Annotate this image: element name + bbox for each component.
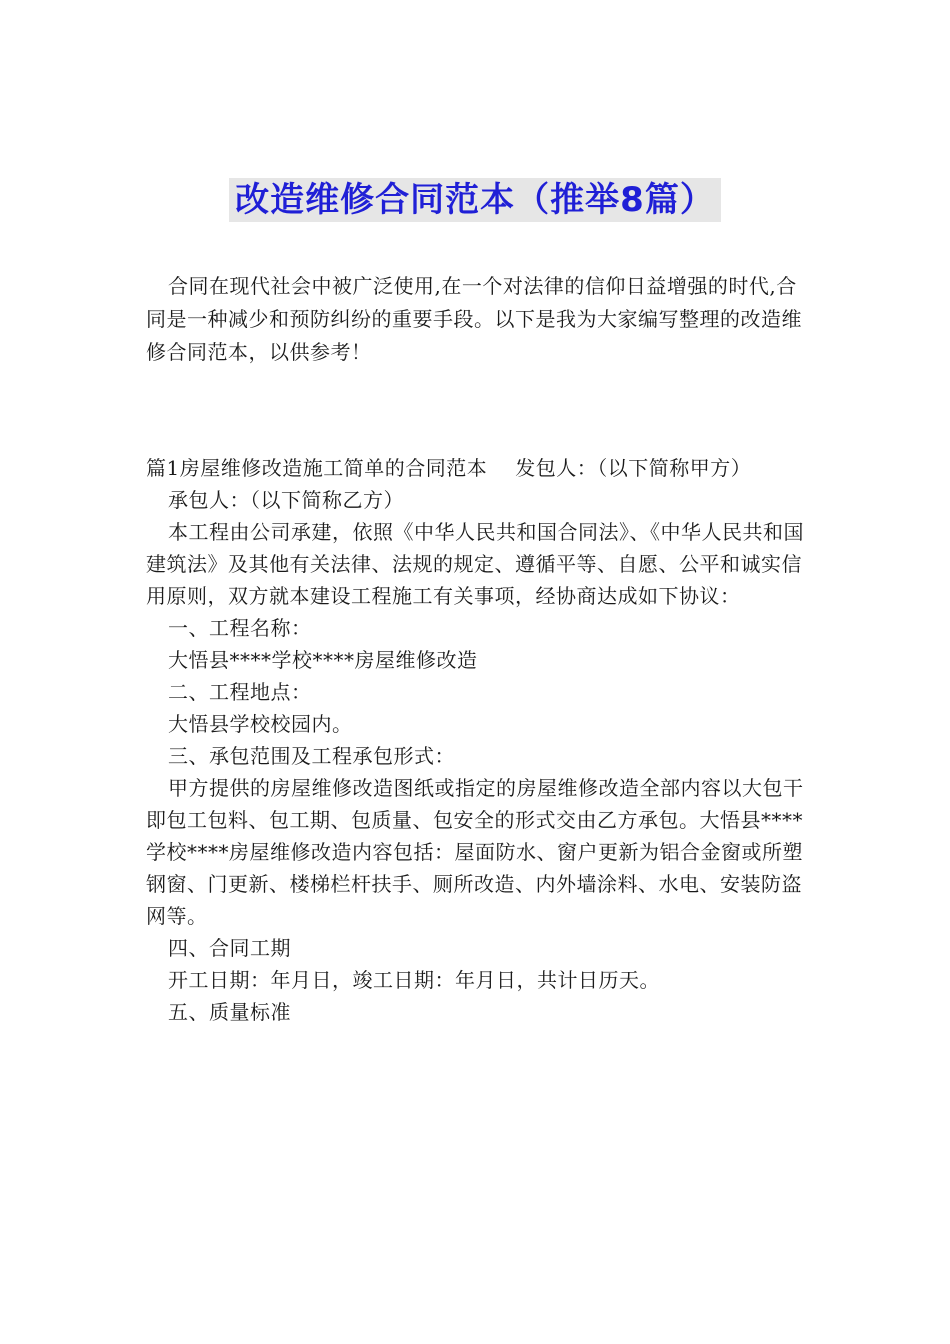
employer-line: 发包人：（以下简称甲方） <box>515 456 752 480</box>
contractor-line: 承包人：（以下简称乙方） <box>168 488 404 512</box>
article-heading: 篇1房屋维修改造施工简单的合同范本 <box>146 456 488 480</box>
intro-paragraph: 合同在现代社会中被广泛使用,在一个对法律的信仰日益增强的时代,合同是一种减少和预防纠纷的重要手段。以下是我为大家编写整理的改造维修合同范本，以供参考！ <box>146 274 802 364</box>
section-2-title: 二、工程地点： <box>168 680 312 704</box>
document-title: 改造维修合同范本（推举8篇） <box>229 178 721 222</box>
section-2-value: 大悟县学校校园内。 <box>168 712 353 736</box>
section-4-title: 四、合同工期 <box>168 936 291 960</box>
section-3-title: 三、承包范围及工程承包形式： <box>168 744 455 768</box>
intro-section <box>146 270 814 369</box>
section-5-title: 五、质量标准 <box>168 1000 291 1024</box>
section-3-value: 甲方提供的房屋维修改造图纸或指定的房屋维修改造全部内容以大包干即包工包料、包工期、包质量、包安全的形式交由乙方承包。大悟县****学校****房屋维修改造内容包括：屋面防水、窗户更新为铝合金窗或所塑钢窗、门更新、楼梯栏杆扶手、厕所改造、内外墙涂料、水电、安装防盗网等。 <box>146 776 804 928</box>
preamble-paragraph: 本工程由公司承建，依照《中华人民共和国合同法》、《中华人民共和国建筑法》及其他有关法律、法规的规定、遵循平等、自愿、公平和诚实信用原则，双方就本建设工程施工有关事项，经协商达成如下协议： <box>146 520 804 608</box>
article-1 <box>146 452 814 1028</box>
article-heading-line <box>146 452 814 484</box>
section-1-title: 一、工程名称： <box>168 616 312 640</box>
section-1-value: 大悟县****学校****房屋维修改造 <box>168 648 478 672</box>
section-4-value: 开工日期：年月日，竣工日期：年月日，共计日历天。 <box>168 968 660 992</box>
title-container <box>0 178 950 222</box>
